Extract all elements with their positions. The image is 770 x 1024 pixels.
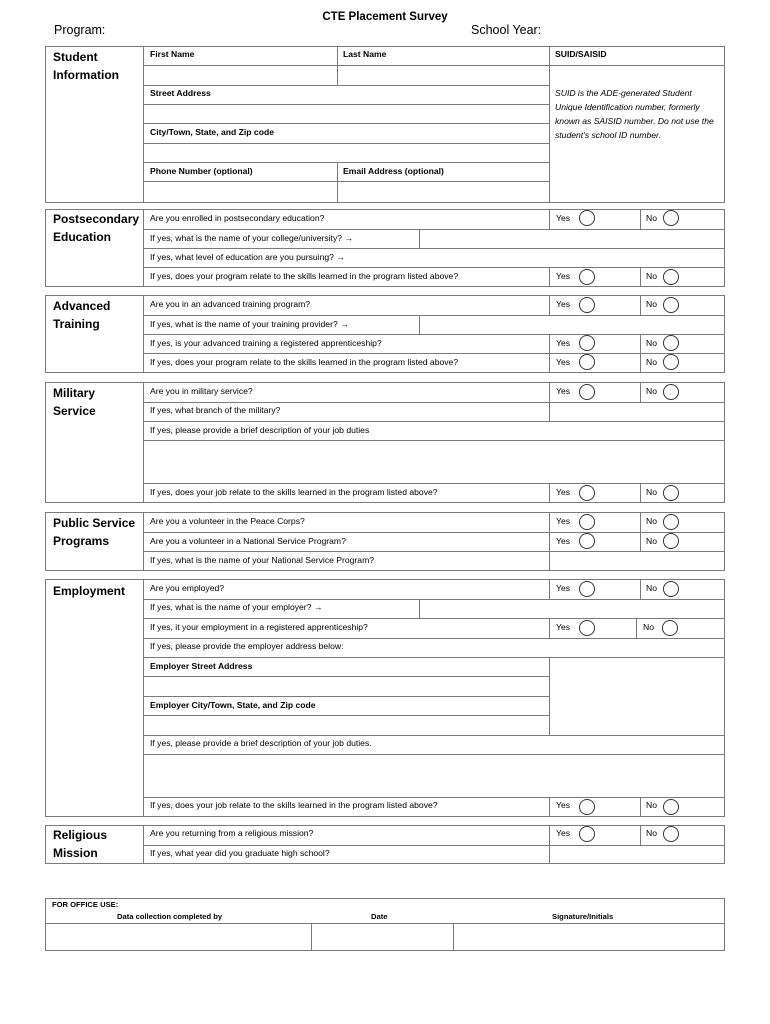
yes-radio[interactable] <box>579 533 595 549</box>
employer-name-field[interactable] <box>420 600 724 617</box>
office-use-title: FOR OFFICE USE: <box>52 900 119 909</box>
yes-radio[interactable] <box>579 826 595 842</box>
no-label: No <box>646 299 657 309</box>
school-year-label: School Year: <box>471 23 542 37</box>
no-radio[interactable] <box>662 620 678 636</box>
no-radio[interactable] <box>663 210 679 226</box>
section-title-advanced: Advanced Training <box>53 299 111 331</box>
program-label: Program: <box>54 23 106 37</box>
advanced-q4: If yes, does your program relate to the skills learned in the program listed above? <box>150 357 459 367</box>
religious-q1: Are you returning from a religious mission? <box>150 828 314 838</box>
postsecondary-q3: If yes, what level of education are you pursuing? → <box>150 252 345 262</box>
employment-q5: If yes, please provide a brief description of your job duties. <box>150 738 372 748</box>
military-duties-field[interactable] <box>144 441 724 482</box>
no-label: No <box>646 516 657 526</box>
office-col-collected-by: Data collection completed by <box>117 912 223 921</box>
yes-label: Yes <box>556 338 571 348</box>
collected-by-field[interactable] <box>46 924 310 950</box>
no-label: No <box>646 800 657 810</box>
postsecondary-q1: Are you enrolled in postsecondary education? <box>150 213 325 223</box>
military-branch-field[interactable] <box>550 403 724 420</box>
yes-label: Yes <box>556 536 571 546</box>
yes-label: Yes <box>556 828 571 838</box>
yes-label: Yes <box>556 487 571 497</box>
military-q3: If yes, please provide a brief description of your job duties <box>150 425 370 435</box>
yes-radio[interactable] <box>579 384 595 400</box>
national-service-name-field[interactable] <box>550 552 724 570</box>
employment-q2: If yes, what is the name of your employer? → <box>150 602 323 612</box>
postsecondary-q4: If yes, does your program relate to the skills learned in the program listed above? <box>150 271 459 281</box>
page-title: CTE Placement Survey <box>322 11 448 23</box>
yes-label: Yes <box>556 271 571 281</box>
first-name-field[interactable] <box>144 66 336 84</box>
advanced-q3: If yes, is your advanced training a registered apprenticeship? <box>150 338 382 348</box>
no-radio[interactable] <box>663 581 679 597</box>
public-q3: If yes, what is the name of your National Service Program? <box>150 555 375 565</box>
advanced-q2: If yes, what is the name of your training provider? → <box>150 319 349 329</box>
yes-label: Yes <box>556 516 571 526</box>
yes-radio[interactable] <box>579 514 595 530</box>
suid-note: SUID is the ADE-generated Student Unique Identification number, formerly known as SAISID number. Do not use the student's school ID number. <box>555 88 714 140</box>
yes-radio[interactable] <box>579 485 595 501</box>
employer-street-label: Employer Street Address <box>150 661 253 671</box>
no-radio[interactable] <box>663 485 679 501</box>
yes-label: Yes <box>556 386 571 396</box>
employment-q3: If yes, it your employment in a registered apprenticeship? <box>150 622 368 632</box>
no-radio[interactable] <box>663 799 679 815</box>
section-title-public: Public Service Programs <box>53 516 136 548</box>
college-name-field[interactable] <box>420 230 724 247</box>
section-title-employment: Employment <box>53 584 126 598</box>
no-label: No <box>646 357 657 367</box>
no-label: No <box>646 828 657 838</box>
no-radio[interactable] <box>663 533 679 549</box>
military-q1: Are you in military service? <box>150 386 253 396</box>
first-name-label: First Name <box>150 49 195 59</box>
no-label: No <box>646 271 657 281</box>
yes-radio[interactable] <box>579 354 595 370</box>
date-field[interactable] <box>312 924 452 950</box>
employment-q4: If yes, please provide the employer address below: <box>150 641 344 651</box>
yes-radio[interactable] <box>579 581 595 597</box>
section-title-postsecondary: Postsecondary Education <box>53 212 140 244</box>
no-radio[interactable] <box>663 269 679 285</box>
city-label: City/Town, State, and Zip code <box>150 127 274 137</box>
suid-label: SUID/SAISID <box>555 49 607 59</box>
employer-city-field[interactable] <box>144 716 548 734</box>
yes-radio[interactable] <box>579 297 595 313</box>
no-label: No <box>646 583 657 593</box>
military-q4: If yes, does your job relate to the skills learned in the program listed above? <box>150 487 438 497</box>
yes-radio[interactable] <box>579 620 595 636</box>
office-col-signature: Signature/Initials <box>552 912 614 921</box>
no-radio[interactable] <box>663 826 679 842</box>
street-address-field[interactable] <box>144 105 548 122</box>
yes-label: Yes <box>556 622 571 632</box>
employer-city-label: Employer City/Town, State, and Zip code <box>150 700 316 710</box>
no-label: No <box>643 622 654 632</box>
employer-street-field[interactable] <box>144 677 548 695</box>
yes-radio[interactable] <box>579 335 595 351</box>
no-radio[interactable] <box>663 514 679 530</box>
no-label: No <box>646 213 657 223</box>
employment-q1: Are you employed? <box>150 583 225 593</box>
yes-label: Yes <box>556 299 571 309</box>
email-field[interactable] <box>338 182 548 202</box>
employment-q6: If yes, does your job relate to the skills learned in the program listed above? <box>150 800 438 810</box>
office-col-date: Date <box>371 912 388 921</box>
section-title-religious: Religious Mission <box>53 828 108 860</box>
yes-label: Yes <box>556 583 571 593</box>
street-address-label: Street Address <box>150 88 211 98</box>
yes-radio[interactable] <box>579 210 595 226</box>
email-label: Email Address (optional) <box>343 166 444 176</box>
last-name-label: Last Name <box>343 49 387 59</box>
no-radio[interactable] <box>663 297 679 313</box>
graduation-year-field[interactable] <box>550 846 724 863</box>
section-title-military: Military Service <box>53 386 96 418</box>
city-field[interactable] <box>144 144 548 161</box>
training-provider-field[interactable] <box>420 316 724 333</box>
employment-duties-field[interactable] <box>144 755 724 796</box>
yes-radio[interactable] <box>579 799 595 815</box>
yes-label: Yes <box>556 357 571 367</box>
section-title-student: Student Information <box>53 50 119 82</box>
public-q2: Are you a volunteer in a National Service Program? <box>150 536 346 546</box>
no-label: No <box>646 386 657 396</box>
religious-q2: If yes, what year did you graduate high school? <box>150 848 330 858</box>
phone-label: Phone Number (optional) <box>150 166 253 176</box>
no-label: No <box>646 536 657 546</box>
last-name-field[interactable] <box>338 66 548 84</box>
signature-field[interactable] <box>454 924 724 950</box>
yes-label: Yes <box>556 800 571 810</box>
public-q1: Are you a volunteer in the Peace Corps? <box>150 516 305 526</box>
yes-radio[interactable] <box>579 269 595 285</box>
yes-label: Yes <box>556 213 571 223</box>
no-label: No <box>646 487 657 497</box>
no-label: No <box>646 338 657 348</box>
no-radio[interactable] <box>663 354 679 370</box>
military-q2: If yes, what branch of the military? <box>150 405 281 415</box>
no-radio[interactable] <box>663 384 679 400</box>
no-radio[interactable] <box>663 335 679 351</box>
education-level-field[interactable] <box>420 249 724 266</box>
suid-field[interactable] <box>550 66 724 84</box>
postsecondary-q2: If yes, what is the name of your college/university? → <box>150 233 354 243</box>
phone-field[interactable] <box>144 182 336 202</box>
advanced-q1: Are you in an advanced training program? <box>150 299 311 309</box>
